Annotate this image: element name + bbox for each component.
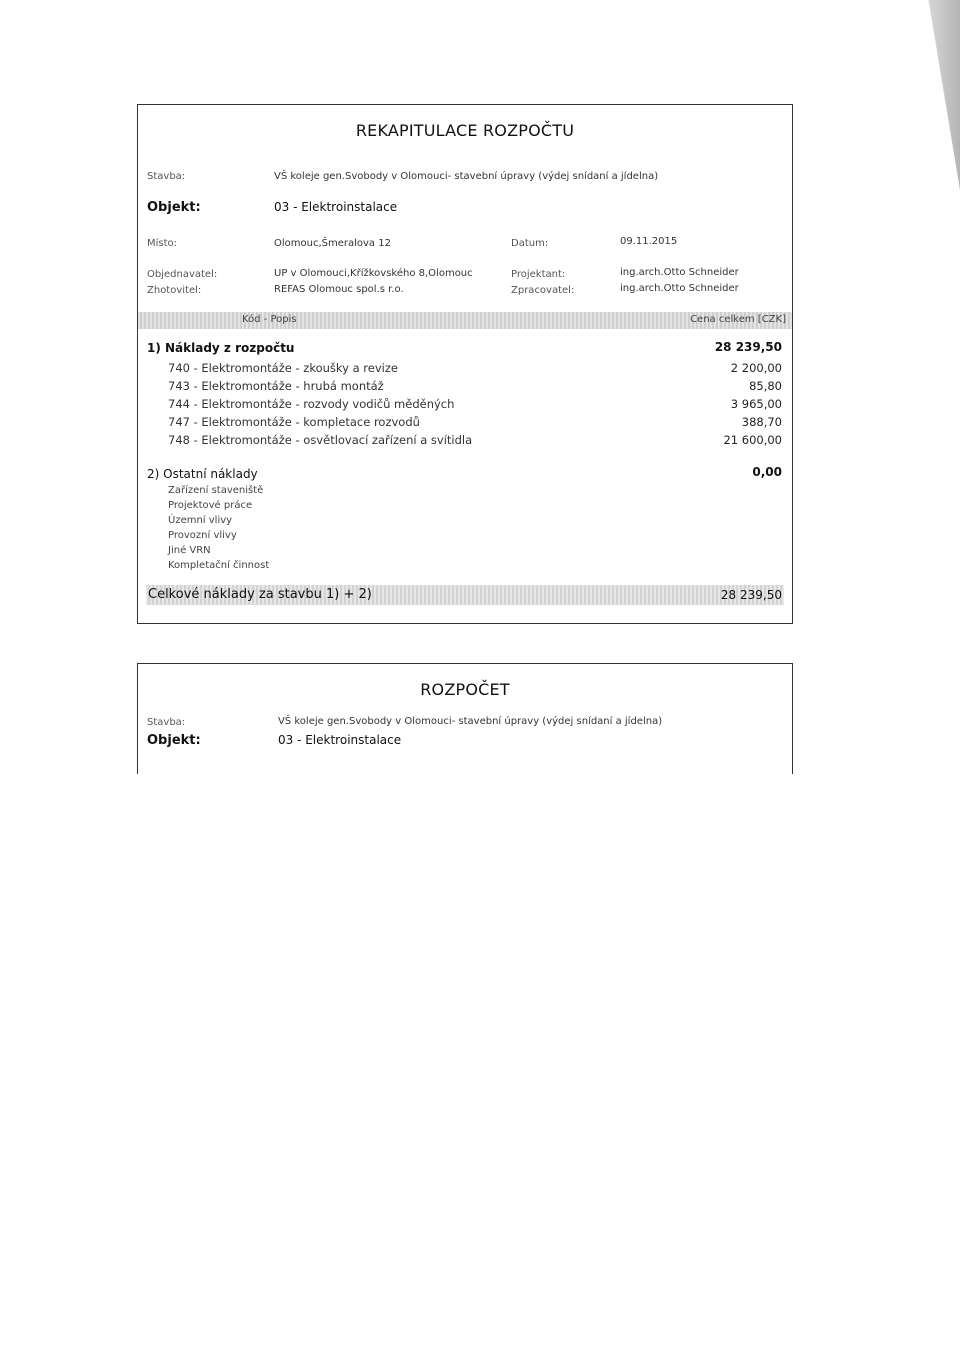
recap-title: REKAPITULACE ROZPOČTU	[355, 121, 575, 140]
grand-total-label: Celkové náklady za stavbu 1) + 2)	[148, 587, 372, 602]
projektant-value: ing.arch.Otto Schneider	[620, 267, 739, 278]
other-cost-item: Provozní vlivy	[168, 530, 237, 541]
cost-row-label: 748 - Elektromontáže - osvětlovací zařízení a svítidla	[168, 433, 473, 447]
cost-row-value: 2 200,00	[730, 361, 782, 375]
misto-value: Olomouc,Šmeralova 12	[274, 238, 391, 249]
misto-label: Místo:	[147, 238, 178, 249]
budget-objekt-value: 03 - Elektroinstalace	[278, 733, 402, 747]
cost-row-value: 388,70	[741, 415, 782, 429]
cost-row-value: 21 600,00	[723, 433, 782, 447]
table-header	[138, 312, 792, 329]
budget-title: ROZPOČET	[420, 680, 510, 699]
cost-row-label: 744 - Elektromontáže - rozvody vodičů měděných	[168, 397, 455, 411]
recap-panel	[137, 104, 793, 624]
stavba-label: Stavba:	[147, 171, 186, 182]
column-total-price: Cena celkem [CZK]	[690, 314, 786, 325]
zpracovatel-value: ing.arch.Otto Schneider	[620, 283, 739, 294]
cost-row-value: 3 965,00	[730, 397, 782, 411]
budget-stavba-label: Stavba:	[147, 717, 186, 728]
budget-stavba-value: VŠ koleje gen.Svobody v Olomouci- stavební úpravy (výdej snídaní a jídelna)	[278, 716, 663, 727]
section-2-total: 0,00	[752, 465, 782, 479]
objednavatel-value: UP v Olomouci,Křížkovského 8,Olomouc	[274, 268, 473, 279]
other-cost-item: Jiné VRN	[168, 545, 211, 556]
zpracovatel-label: Zpracovatel:	[511, 285, 575, 296]
datum-label: Datum:	[511, 238, 549, 249]
grand-total-value: 28 239,50	[720, 588, 782, 602]
stavba-value: VŠ koleje gen.Svobody v Olomouci- stavební úpravy (výdej snídaní a jídelna)	[274, 171, 659, 182]
cost-row-label: 747 - Elektromontáže - kompletace rozvodů	[168, 415, 420, 429]
objednavatel-label: Objednavatel:	[147, 269, 218, 280]
projektant-label: Projektant:	[511, 269, 566, 280]
section-2-title: 2) Ostatní náklady	[147, 467, 258, 481]
other-cost-item: Územní vlivy	[168, 515, 233, 526]
grand-total-row	[146, 585, 784, 605]
other-cost-item: Projektové práce	[168, 500, 253, 511]
objekt-label: Objekt:	[147, 200, 201, 215]
budget-panel	[137, 663, 793, 774]
section-1-title: 1) Náklady z rozpočtu	[147, 341, 295, 355]
objekt-value: 03 - Elektroinstalace	[274, 200, 398, 214]
budget-objekt-label: Objekt:	[147, 733, 201, 748]
datum-value: 09.11.2015	[620, 236, 678, 247]
zhotovitel-label: Zhotovitel:	[147, 285, 202, 296]
other-cost-item: Kompletační činnost	[168, 560, 270, 571]
section-1-total: 28 239,50	[714, 340, 782, 354]
zhotovitel-value: REFAS Olomouc spol.s r.o.	[274, 284, 404, 295]
cost-row-label: 740 - Elektromontáže - zkoušky a revize	[168, 361, 398, 375]
cost-row-value: 85,80	[749, 379, 782, 393]
page-edge-shadow	[890, 0, 960, 190]
column-code-description: Kód - Popis	[242, 314, 297, 325]
other-cost-item: Zařízení staveniště	[168, 485, 264, 496]
cost-row-label: 743 - Elektromontáže - hrubá montáž	[168, 379, 384, 393]
